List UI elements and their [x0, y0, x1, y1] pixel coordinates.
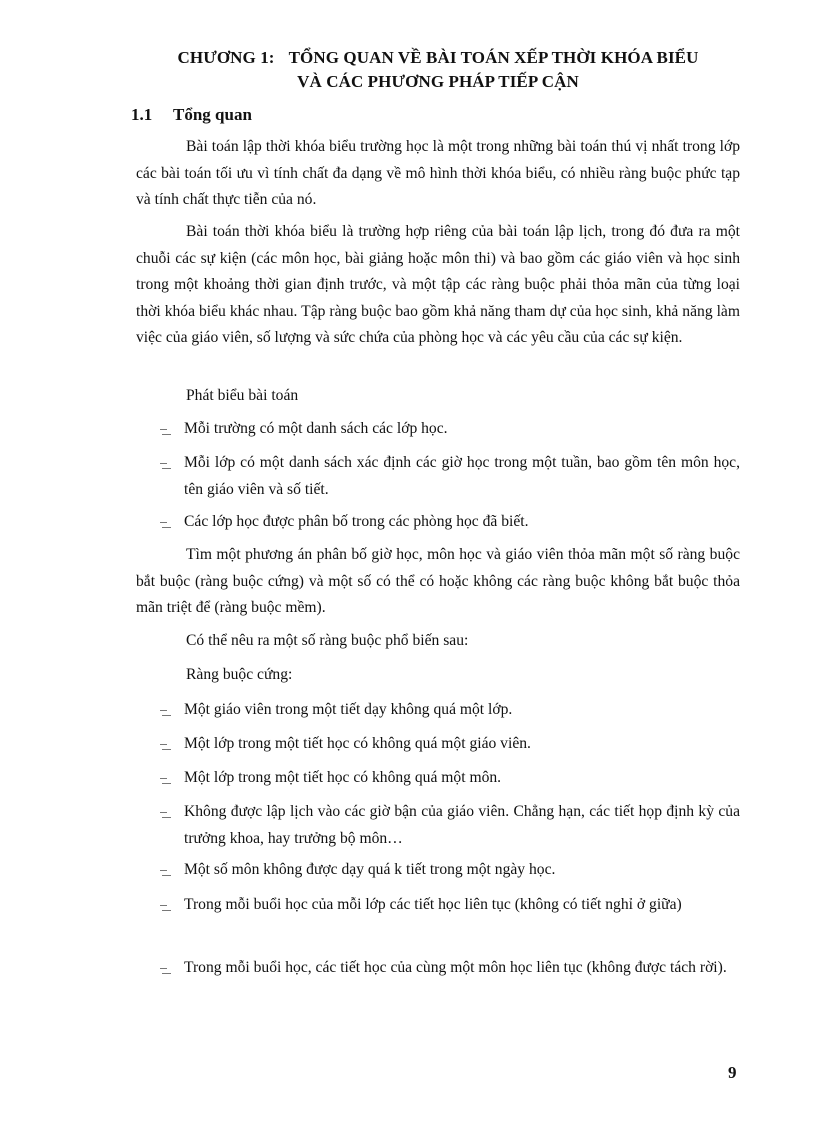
list-item: Một lớp trong một tiết học có không quá một môn. — [136, 765, 740, 792]
section-title: Tổng quan — [173, 105, 252, 124]
bullet-marker-icon — [160, 429, 172, 437]
chapter-heading-line-1 — [100, 46, 776, 70]
list-item: Trong mỗi buổi học của mỗi lớp các tiết học liên tục (không có tiết nghỉ ở giữa) — [136, 892, 740, 919]
bullet-marker-icon — [160, 870, 172, 878]
intro-paragraph-1: Bài toán lập thời khóa biểu trường học là một trong những bài toán thú vị nhất trong lớp các bài toán tối ưu vì tính chất đa dạng về mô hình thời khóa biểu, có nhiều ràng buộc phức tạp và tính chất thực tiễn của nó. — [136, 138, 740, 208]
chapter-title-line-1: TỔNG QUAN VỀ BÀI TOÁN XẾP THỜI KHÓA BIỂU — [288, 48, 699, 67]
bullet-marker-icon — [160, 463, 172, 471]
chapter-number: CHƯƠNG 1: — [177, 48, 275, 67]
bullet-marker-icon — [160, 522, 172, 530]
list-item: Trong mỗi buổi học, các tiết học của cùng một môn học liên tục (không được tách rời). — [136, 955, 740, 982]
chapter-title-line-2: VÀ CÁC PHƯƠNG PHÁP TIẾP CẬN — [297, 72, 579, 91]
bullet-marker-icon — [160, 968, 172, 976]
page-number: 9 — [728, 1063, 737, 1082]
constraints-intro: Có thể nêu ra một số ràng buộc phổ biến sau: — [186, 632, 469, 649]
section-number: 1.1 — [131, 105, 153, 124]
hard-constraints-heading: Ràng buộc cứng: — [186, 666, 293, 683]
list-item: Không được lập lịch vào các giờ bận của giáo viên. Chẳng hạn, các tiết họp định kỳ của trưởng khoa, hay trưởng bộ môn… — [136, 799, 740, 852]
chapter-heading — [100, 46, 776, 94]
bullet-marker-icon — [160, 710, 172, 718]
list-item: Các lớp học được phân bố trong các phòng học đã biết. — [136, 509, 740, 536]
section-heading — [131, 105, 252, 125]
list-item: Một lớp trong một tiết học có không quá một giáo viên. — [136, 731, 740, 758]
problem-heading: Phát biểu bài toán — [186, 387, 299, 404]
bullet-marker-icon — [160, 905, 172, 913]
bullet-marker-icon — [160, 778, 172, 786]
solution-paragraph: Tìm một phương án phân bố giờ học, môn học và giáo viên thỏa mãn một số ràng buộc bắt buộc (ràng buộc cứng) và một số có thể có hoặc không các ràng buộc không bắt buộc thỏa mãn triệt để (ràng buộc mềm). — [136, 546, 740, 616]
list-item: Một giáo viên trong một tiết dạy không quá một lớp. — [136, 697, 740, 724]
list-item: Mỗi trường có một danh sách các lớp học. — [136, 416, 740, 443]
bullet-marker-icon — [160, 744, 172, 752]
bullet-marker-icon — [160, 812, 172, 820]
list-item: Mỗi lớp có một danh sách xác định các giờ học trong một tuần, bao gồm tên môn học, tên giáo viên và số tiết. — [136, 450, 740, 503]
list-item: Một số môn không được dạy quá k tiết trong một ngày học. — [136, 857, 740, 884]
intro-paragraph-2: Bài toán thời khóa biểu là trường hợp riêng của bài toán lập lịch, trong đó đưa ra một chuỗi các sự kiện (các môn học, bài giảng hoặc môn thi) và bao gồm các giáo viên và học sinh trong một khoảng thời gian định trước, và một tập các ràng buộc phải thỏa mãn của từng loại thời khóa biểu khác nhau. Tập ràng buộc bao gồm khả năng tham dự của học sinh, khả năng làm việc của giáo viên, số lượng và sức chứa của phòng học và các yêu cầu của các sự kiện. — [136, 223, 740, 346]
